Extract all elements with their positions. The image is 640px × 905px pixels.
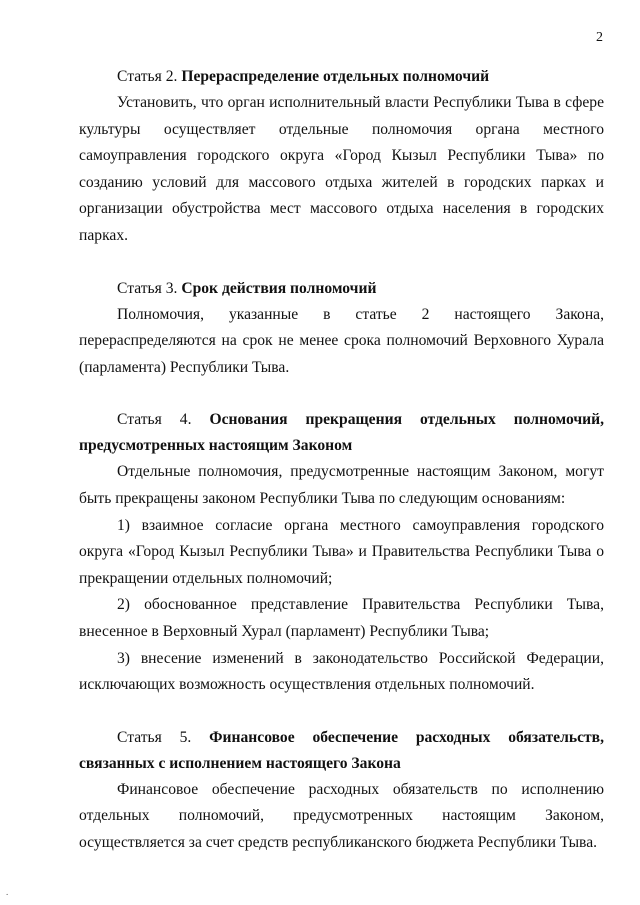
- document-body: [79, 64, 604, 856]
- article-title: Основания прекращения отдельных полномочий, предусмотренных настоящим Законом: [79, 411, 605, 455]
- article-label: Статья 4.: [117, 411, 192, 429]
- article-heading: [79, 64, 604, 90]
- article-heading: [79, 407, 604, 459]
- article-label: Статья 3.: [117, 279, 178, 297]
- article-title: Перераспределение отдельных полномочий: [181, 68, 490, 85]
- spacer: [79, 250, 604, 276]
- page-number: 2: [596, 30, 603, 45]
- article-paragraph: Финансовое обеспечение расходных обязательств по исполнению отдельных полномочий, предусмотренных настоящим Законом, осуществляется за счет средств республиканского бюджета Республики Тыва.: [79, 780, 604, 851]
- article-4: [79, 407, 604, 698]
- article-heading: [79, 276, 604, 302]
- article-paragraph: 2) обоснованное представление Правительства Республики Тыва, внесенное в Верховный Хурал (парламент) Республики Тыва;: [79, 596, 604, 640]
- spacer: [79, 699, 604, 725]
- article-paragraph: 3) внесение изменений в законодательство Российской Федерации, исключающих возможность осуществления отдельных полномочий.: [79, 649, 604, 694]
- article-paragraph: Полномочия, указанные в статье 2 настоящего Закона, перераспределяются на срок не менее срока полномочий Верховного Хурала (парламента) Республики Тыва.: [79, 305, 604, 376]
- corner-mark: .: [6, 887, 9, 897]
- spacer: [79, 381, 604, 407]
- article-paragraph: Установить, что орган исполнительный власти Республики Тыва в сфере культуры осуществляет отдельные полномочия органа местного самоуправления городского округа «Город Кызыл Республики Тыва» по созданию условий для массового отдыха жителей в городских парках и организации обустройства мест массового отдыха населения в городских парках.: [79, 94, 604, 244]
- article-paragraph: Отдельные полномочия, предусмотренные настоящим Законом, могут быть прекращены законом Республики Тыва по следующим основаниям:: [79, 463, 604, 507]
- article-5: [79, 725, 604, 857]
- article-2: [79, 64, 604, 250]
- article-heading: [79, 725, 604, 777]
- article-3: [79, 276, 604, 382]
- article-title: Срок действия полномочий: [181, 279, 377, 297]
- article-title: Финансовое обеспечение расходных обязательств, связанных с исполнением настоящего Закона: [79, 728, 604, 772]
- article-label: Статья 2.: [117, 68, 178, 85]
- article-label: Статья 5.: [117, 728, 192, 746]
- article-paragraph: 1) взаимное согласие органа местного самоуправления городского округа «Город Кызыл Республики Тыва» и Правительства Республики Тыва о прекращении отдельных полномочий;: [79, 516, 604, 587]
